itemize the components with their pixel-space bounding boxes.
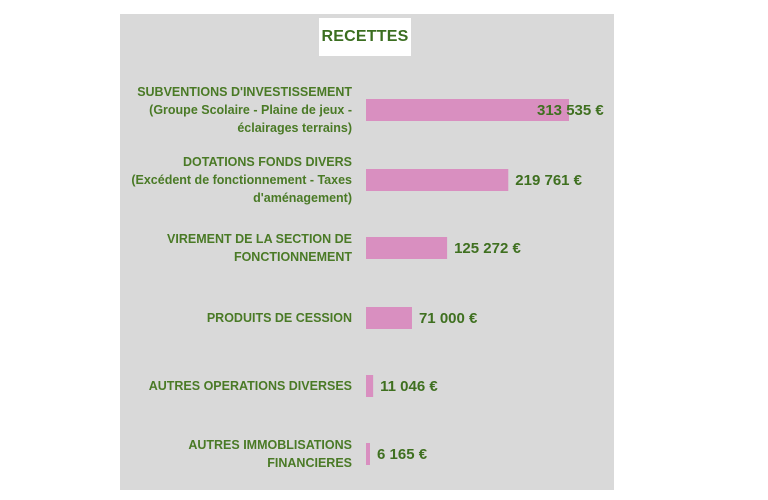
value-label-1: 219 761 € <box>515 172 583 189</box>
bar-5 <box>366 443 370 465</box>
category-label-0-line-2: éclairages terrains) <box>237 121 352 135</box>
value-label-0: 313 535 € <box>537 102 604 119</box>
category-label-4-line-0: AUTRES OPERATIONS DIVERSES <box>148 379 352 393</box>
bar-2 <box>366 237 447 259</box>
bar-4 <box>366 375 373 397</box>
value-label-2: 125 272 € <box>454 240 521 257</box>
bar-3 <box>366 307 412 329</box>
chart-title: RECETTES <box>319 18 411 56</box>
value-label-3: 71 000 € <box>418 310 478 327</box>
category-label-2-line-0: VIREMENT DE LA SECTION DE <box>167 232 352 246</box>
category-label-1-line-0: DOTATIONS FONDS DIVERS <box>183 155 352 169</box>
category-label-5-line-1: FINANCIERES <box>267 456 352 470</box>
value-label-4: 11 046 € <box>380 378 438 395</box>
category-label-5-line-0: AUTRES IMMOBLISATIONS <box>188 438 352 452</box>
category-label-2-line-1: FONCTIONNEMENT <box>233 250 352 264</box>
category-label-0-line-0: SUBVENTIONS D'INVESTISSEMENT <box>137 85 352 99</box>
value-label-5: 6 165 € <box>377 446 428 463</box>
category-label-1-line-2: d'aménagement) <box>253 191 352 205</box>
category-label-3-line-0: PRODUITS DE CESSION <box>206 311 352 325</box>
category-label-1-line-1: (Excédent de fonctionnement - Taxes <box>131 173 352 187</box>
category-label-0-line-1: (Groupe Scolaire - Plaine de jeux - <box>149 103 352 117</box>
bar-1 <box>366 169 508 191</box>
